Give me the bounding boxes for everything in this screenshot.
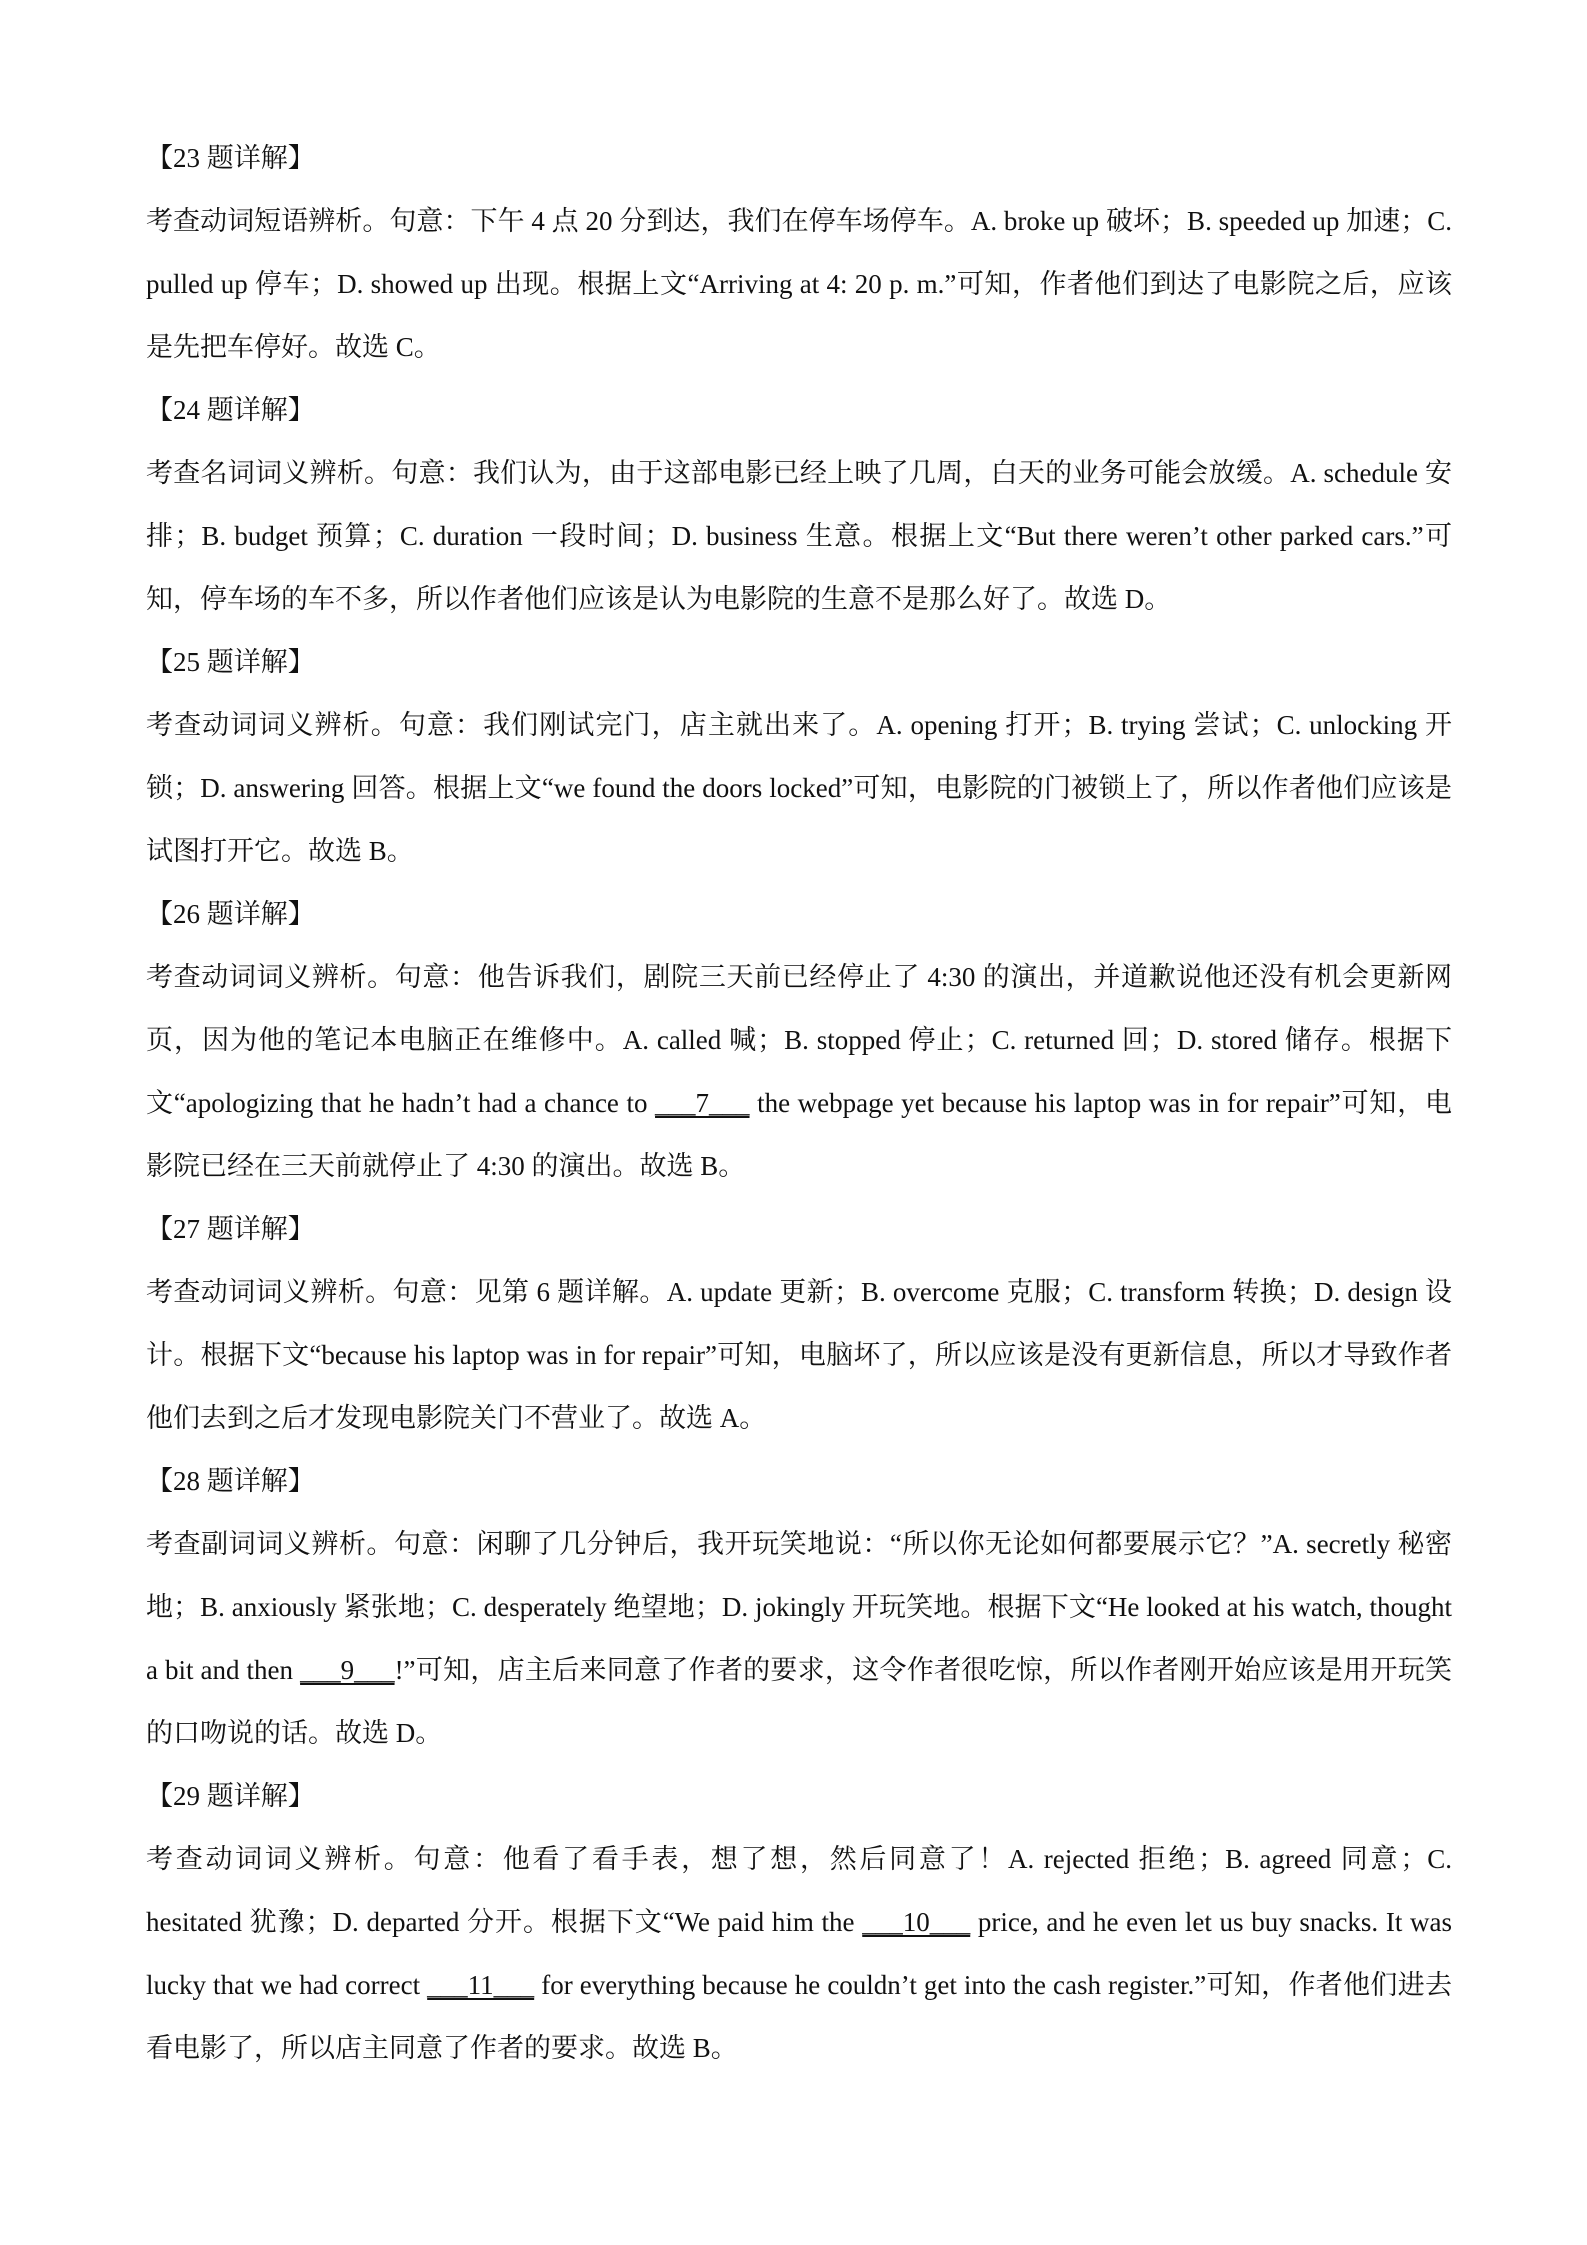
explanation-text: 考查动词短语辨析。句意：下午 4 点 20 分到达，我们在停车场停车。A. broke up 破坏；B. speeded up 加速；C. pulled up 停车；D. showed up 出现。根据上文“Arriving at 4: 20 p. m.”可知，作者他们到达了电影院之后，应该是先把车停好。故选 C。 — [146, 206, 1452, 362]
blank-10: ___10___ — [862, 1907, 971, 1937]
text-run: for everything because he couldn’t get into the cash register.”可知，作者他们进去看电影了，所以店主同意了作者的要求。故选 B。 — [146, 1970, 1453, 2063]
section-heading: 【25 题详解】 — [146, 647, 315, 677]
section-29 — [146, 1765, 1452, 2080]
explanation-text — [146, 946, 1452, 1198]
explanation-text: 考查动词词义辨析。句意：见第 6 题详解。A. update 更新；B. overcome 克服；C. transform 转换；D. design 设计。根据下文“because his laptop was in for repair”可知，电脑坏了，所以应该是没有更新信息，所以才导致作者他们去到之后才发现电影院关门不营业了。故选 A。 — [146, 1277, 1452, 1433]
explanation-text: 考查名词词义辨析。句意：我们认为，由于这部电影已经上映了几周，白天的业务可能会放缓。A. schedule 安排；B. budget 预算；C. duration 一段时间；D. business 生意。根据上文“But there weren’t other parked cars.”可知，停车场的车不多，所以作者他们应该是认为电影院的生意不是那么好了。故选 D。 — [146, 458, 1452, 614]
blank-11: ___11___ — [427, 1970, 535, 2000]
section-heading: 【23 题详解】 — [146, 143, 315, 173]
text-run: !”可知，店主后来同意了作者的要求，这令作者很吃惊，所以作者刚开始应该是用开玩笑的口吻说的话。故选 D。 — [146, 1655, 1452, 1748]
section-heading: 【27 题详解】 — [146, 1214, 315, 1244]
section-24 — [146, 379, 1452, 631]
explanation-text: 考查动词词义辨析。句意：我们刚试完门，店主就出来了。A. opening 打开；B. trying 尝试；C. unlocking 开锁；D. answering 回答。根据上文“we found the doors locked”可知，电影院的门被锁上了，所以作者他们应该是试图打开它。故选 B。 — [146, 710, 1452, 866]
section-heading: 【26 题详解】 — [146, 899, 315, 929]
explanation-text — [146, 1828, 1452, 2080]
text-run: 考查副词词义辨析。句意：闲聊了几分钟后，我开玩笑地说：“所以你无论如何都要展示它？”A. secretly 秘密地；B. anxiously 紧张地；C. desperately 绝望地；D. jokingly 开玩笑地。根据下文“He looked at his watch, thought a bit and then — [146, 1529, 1452, 1685]
section-heading: 【24 题详解】 — [146, 395, 315, 425]
section-25 — [146, 631, 1452, 883]
section-27 — [146, 1198, 1452, 1450]
section-heading: 【29 题详解】 — [146, 1781, 315, 1811]
blank-9: ___9___ — [300, 1655, 395, 1685]
text-run: 考查动词词义辨析。句意：他告诉我们，剧院三天前已经停止了 4:30 的演出，并道歉说他还没有机会更新网页，因为他的笔记本电脑正在维修中。A. called 喊；B. stopped 停止；C. returned 回；D. stored 储存。根据下文“apologizing that he hadn’t had a chance to — [146, 962, 1452, 1118]
text-run: the webpage yet because his laptop was in for repair”可知，电影院已经在三天前就停止了 4:30 的演出。故选 B。 — [146, 1088, 1452, 1181]
answer-explanations — [146, 127, 1452, 2080]
text-run: price, and he even let us buy snacks. It was lucky that we had correct — [146, 1907, 1453, 2000]
blank-7: ___7___ — [655, 1088, 750, 1118]
text-run: 考查动词词义辨析。句意：他看了看手表，想了想，然后同意了！A. rejected 拒绝；B. agreed 同意；C. hesitated 犹豫；D. departed 分开。根据下文“We paid him the — [146, 1844, 1452, 1937]
explanation-text — [146, 1513, 1452, 1765]
section-28 — [146, 1450, 1452, 1765]
section-heading: 【28 题详解】 — [146, 1466, 315, 1496]
section-26 — [146, 883, 1452, 1198]
section-23 — [146, 127, 1452, 379]
